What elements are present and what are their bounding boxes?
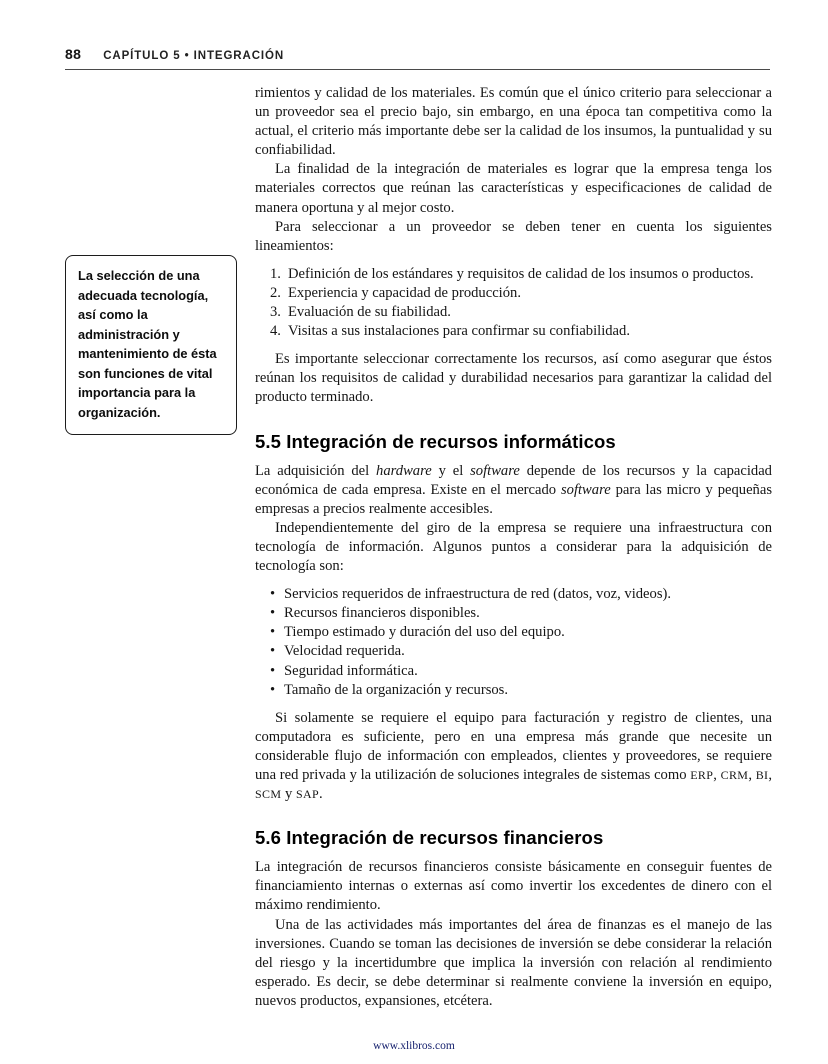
section-heading-5-6: 5.6 Integración de recursos financieros	[255, 827, 604, 849]
acronym-run: SAP	[295, 787, 319, 802]
list-item-number: 3.	[270, 304, 281, 321]
paragraph: La integración de recursos financieros consiste básicamente en conseguir fuentes de financiamiento internas o externas así como invertir los excedentes de dinero con el máximo rendimiento.	[255, 859, 772, 914]
list-item	[270, 303, 772, 322]
paragraph: Es importante seleccionar correctamente los recursos, así como asegurar que éstos reúnan los requisitos de calidad y durabilidad necesarios para garantizar la calidad del producto terminado.	[255, 351, 772, 406]
list-item-text: Servicios requeridos de infraestructura de red (datos, voz, videos).	[284, 586, 672, 603]
list-item	[270, 623, 772, 642]
paragraph: Para seleccionar a un proveedor se deben tener en cuenta los siguientes lineamientos:	[255, 218, 772, 254]
list-item	[270, 322, 772, 341]
text-run: y	[281, 786, 296, 803]
page-number: 88	[65, 46, 82, 62]
page-footer	[0, 1036, 828, 1054]
paragraph: Independientemente del giro de la empresa se requiere una infraestructura con tecnología de información. Algunos puntos a considerar para la adquisición de tecnología son:	[255, 519, 772, 575]
italic-run: hardware	[376, 462, 432, 479]
list-item-number: 1.	[270, 265, 281, 282]
text-run: y el	[431, 462, 471, 479]
list-item	[270, 284, 772, 303]
text-run: .	[319, 786, 323, 803]
list-item-number: 4.	[270, 323, 281, 340]
acronym-run: SCM	[255, 787, 282, 802]
paragraph	[255, 462, 772, 519]
list-item	[270, 662, 772, 681]
text-run: depende de los recursos y la capacidad económica de cada empresa. Existe en el mercado	[255, 462, 772, 498]
bullet-list	[255, 585, 772, 700]
text-run: La adquisición del	[255, 462, 377, 479]
margin-note-text: La selección de una adecuada tecnología, así como la administración y mantenimiento de ésta son funciones de vital importancia para la organización.	[78, 268, 217, 420]
bullet-marker: •	[270, 662, 276, 679]
list-item	[270, 265, 772, 284]
list-item	[270, 585, 772, 604]
chapter-title: CAPÍTULO 5 • INTEGRACIÓN	[103, 50, 285, 62]
paragraph: La finalidad de la integración de materiales es lograr que la empresa tenga los materiales correctos que reúnan las características y especificaciones de calidad de manera oportuna y al mejor costo.	[255, 161, 772, 216]
italic-run: software	[560, 481, 611, 498]
list-item-text: Seguridad informática.	[284, 662, 418, 679]
list-item-text: Experiencia y capacidad de producción.	[288, 284, 521, 301]
italic-run: software	[470, 462, 520, 479]
bullet-marker: •	[270, 681, 276, 698]
text-run: ,	[768, 767, 773, 783]
footer-url-link[interactable]: www.xlibros.com	[373, 1040, 455, 1052]
acronym-run: CRM	[720, 768, 749, 782]
list-item	[270, 681, 772, 700]
list-item-text: Tiempo estimado y duración del uso del equipo.	[284, 624, 565, 641]
list-item-text: Visitas a sus instalaciones para confirmar su confiabilidad.	[288, 323, 630, 340]
bullet-marker: •	[270, 624, 276, 641]
text-run: ,	[713, 767, 721, 783]
list-item-text: Recursos financieros disponibles.	[284, 605, 480, 622]
list-item	[270, 604, 772, 623]
list-item-text: Definición de los estándares y requisitos de calidad de los insumos o productos.	[288, 265, 754, 282]
acronym-run: ERP	[690, 768, 714, 782]
list-item-text: Evaluación de su fiabilidad.	[288, 304, 451, 321]
list-item-text: Tamaño de la organización y recursos.	[284, 681, 509, 698]
acronym-run: BI	[755, 768, 769, 782]
numbered-list	[255, 265, 772, 341]
list-item-number: 2.	[270, 284, 281, 301]
margin-note-box	[65, 255, 237, 435]
list-item-text: Velocidad requerida.	[284, 643, 405, 660]
paragraph: Una de las actividades más importantes del área de finanzas es el manejo de las inversiones. Cuando se toman las decisiones de inversión se debe considerar la relación del riesgo y la incertidumbre que implica la inversión con relación al rendimiento esperado. Es decir, se debe determinar si realmente conviene la inversión en equipo, nuevos productos, expansiones, etcétera.	[255, 916, 772, 1009]
main-text-column	[255, 84, 772, 1011]
text-run: para las micro y pequeñas empresas a precios realmente accesibles.	[255, 481, 773, 517]
bullet-marker: •	[270, 586, 276, 603]
list-item	[270, 642, 772, 661]
paragraph-continuation: rimientos y calidad de los materiales. Es común que el único criterio para seleccionar a un proveedor sea el precio bajo, sin embargo, en una época tan competitiva como la actual, el criterio más importante debe ser la calidad de los insumos, la puntualidad y su confiabilidad.	[255, 85, 772, 159]
page-header	[65, 46, 770, 70]
text-run: Si solamente se requiere el equipo para facturación y registro de clientes, una computadora es suficiente, pero en una empresa más grande que necesite un considerable flujo de información con empleados, clientes y proveedores, se requiere una red privada y la utilización de soluciones integrales de sistemas como	[255, 709, 772, 783]
text-run: ,	[748, 767, 756, 783]
paragraph	[255, 709, 772, 804]
bullet-marker: •	[270, 643, 276, 660]
section-heading-5-5: 5.5 Integración de recursos informáticos	[255, 430, 616, 452]
bullet-marker: •	[270, 605, 276, 622]
